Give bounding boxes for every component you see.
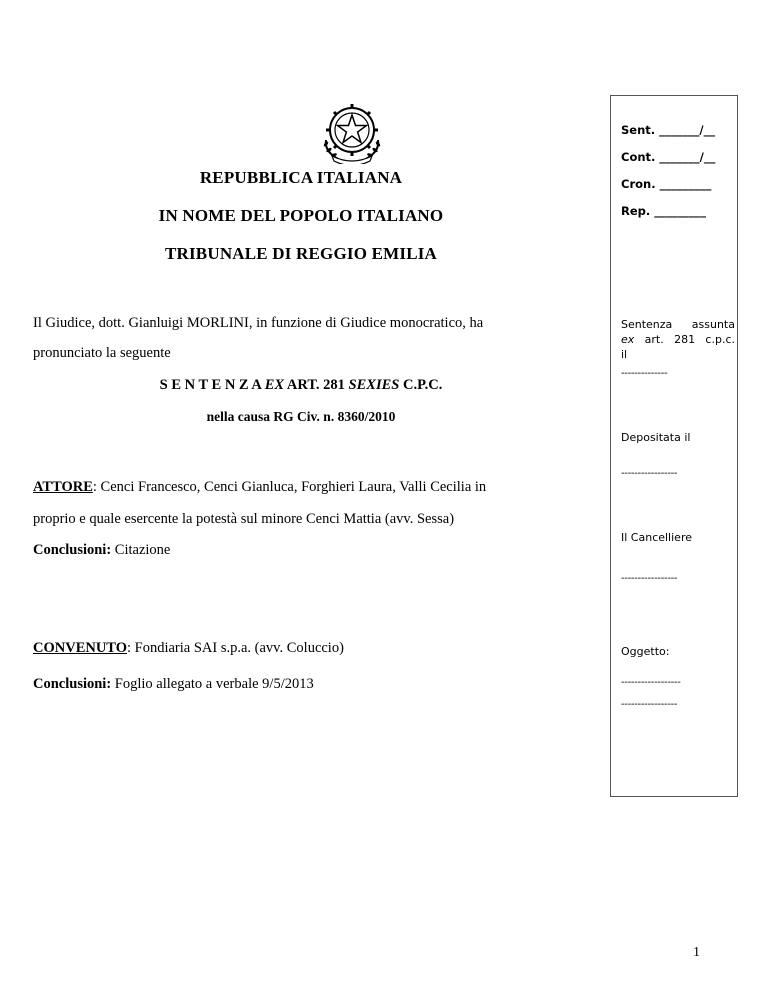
sidebar-cancelliere: Il Cancelliere [621, 531, 692, 544]
convenuto-line [33, 640, 344, 657]
sentence-heading-part1: S E N T E N Z A [159, 377, 265, 393]
sidebar-dashes-3: ----------------- [621, 573, 678, 584]
page-number: 1 [693, 945, 700, 960]
convenuto-label: CONVENUTO [33, 640, 127, 656]
italian-republic-emblem-icon [318, 100, 386, 164]
sidebar-cron: Cron. _________ [621, 177, 712, 191]
heading-popolo: IN NOME DEL POPOLO ITALIANO [158, 206, 444, 225]
sidebar-dashes-2: ----------------- [621, 468, 678, 479]
sidebar-dashes-4: ------------------ [621, 677, 681, 688]
sentence-heading-part3: ART. 281 [284, 377, 349, 393]
attore-parties: : Cenci Francesco, Cenci Gianluca, Forghieri Laura, Valli Cecilia in [92, 479, 487, 495]
sidebar-rep: Rep. _________ [621, 204, 707, 218]
attore-conclusioni-label: Conclusioni: [33, 542, 112, 558]
convenuto-conclusioni-label: Conclusioni: [33, 676, 112, 692]
convenuto-party: : Fondiaria SAI s.p.a. (avv. Coluccio) [127, 640, 344, 656]
sentence-heading-ex: EX [264, 377, 285, 393]
attore-line-1 [33, 479, 486, 496]
sidebar-sent: Sent. _______/__ [621, 123, 716, 137]
heading-tribunale: TRIBUNALE DI REGGIO EMILIA [164, 244, 438, 263]
sidebar-oggetto: Oggetto: [621, 645, 670, 658]
attore-conclusioni-value: Citazione [111, 542, 171, 558]
case-number: nella causa RG Civ. n. 8360/2010 [206, 409, 396, 424]
attore-conclusioni [33, 542, 170, 559]
convenuto-conclusioni [33, 676, 314, 693]
sidebar-depositata: Depositata il [621, 431, 691, 444]
sidebar-sentenza-assunta-2 [621, 333, 735, 348]
sidebar-ex: ex [621, 333, 635, 346]
sidebar-art: art. 281 c.p.c. [634, 333, 735, 346]
intro-line-1: Il Giudice, dott. Gianluigi MORLINI, in funzione di Giudice monocratico, ha [33, 315, 484, 331]
intro-line-2: pronunciato la seguente [33, 345, 171, 361]
attore-label: ATTORE [33, 479, 93, 495]
sidebar-sentenza-assunta-3: il [621, 348, 628, 361]
sidebar-dashes-1: -------------- [621, 368, 668, 379]
sidebar-cont: Cont. _______/__ [621, 150, 716, 164]
sentence-heading-part5: C.P.C. [399, 377, 443, 393]
attore-line-2: proprio e quale esercente la potestà sul minore Cenci Mattia (avv. Sessa) [33, 511, 455, 527]
convenuto-conclusioni-value: Foglio allegato a verbale 9/5/2013 [111, 676, 314, 692]
sentence-heading [0, 377, 602, 394]
sidebar-sentenza-assunta-1: Sentenza assunta [621, 318, 735, 331]
sentence-heading-sexies: SEXIES [348, 377, 400, 393]
registry-sidebar [610, 95, 738, 797]
heading-repubblica: REPUBBLICA ITALIANA [199, 168, 403, 187]
sidebar-dashes-5: ----------------- [621, 699, 678, 710]
